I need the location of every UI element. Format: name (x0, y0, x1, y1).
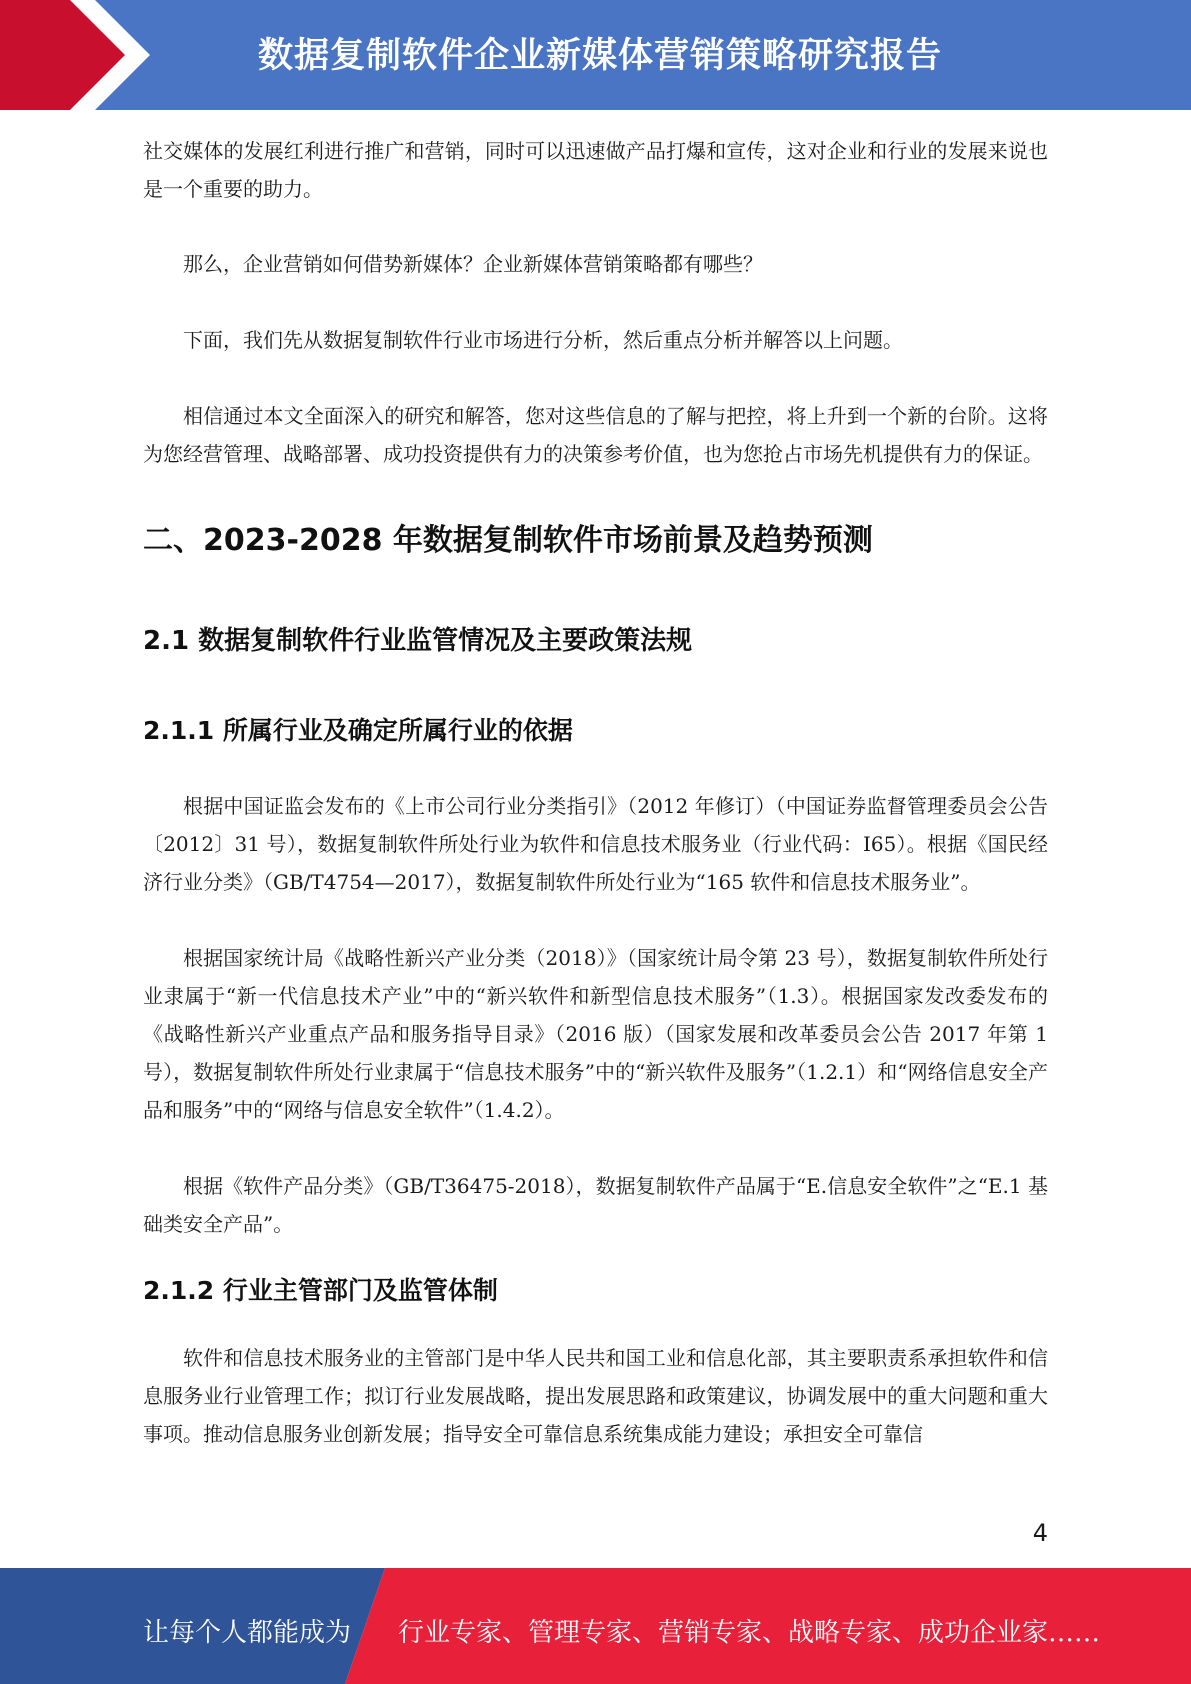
section-heading: 2.1 数据复制软件行业监管情况及主要政策法规 (143, 626, 693, 656)
page-number: 4 (1032, 1519, 1048, 1547)
subsection-heading: 2.1.2 行业主管部门及监管体制 (143, 1276, 498, 1305)
report-title: 数据复制软件企业新媒体营销策略研究报告 (258, 36, 943, 76)
paragraph: 下面，我们先从数据复制软件行业市场进行分析，然后重点分析并解答以上问题。 (183, 328, 903, 352)
page-footer (0, 1568, 1191, 1684)
paragraph: 软件和信息技术服务业的主管部门是中华人民共和国工业和信息化部，其主要职责系承担软件和信息服务业行业管理工作；拟订行业发展战略，提出发展思路和政策建议，协调发展中的重大问题和重大事项。推动信息服务业创新发展；指导安全可靠信息系统集成能力建设；承担安全可靠信 (143, 1346, 1048, 1446)
subsection-heading: 2.1.1 所属行业及确定所属行业的依据 (143, 716, 573, 745)
paragraph: 社交媒体的发展红利进行推广和营销，同时可以迅速做产品打爆和宣传，这对企业和行业的发展来说也是一个重要的助力。 (143, 139, 1048, 201)
footer-slogan-left: 让每个人都能成为 (143, 1618, 352, 1648)
paragraph: 那么，企业营销如何借势新媒体？企业新媒体营销策略都有哪些？ (183, 252, 763, 276)
page-header (0, 0, 1191, 110)
paragraph: 相信通过本文全面深入的研究和解答，您对这些信息的了解与把控，将上升到一个新的台阶。这将为您经营管理、战略部署、成功投资提供有力的决策参考价值，也为您抢占市场先机提供有力的保证。 (143, 404, 1048, 466)
chapter-heading: 二、2023-2028 年数据复制软件市场前景及趋势预测 (143, 523, 873, 558)
paragraph: 根据《软件产品分类》（GB/T36475-2018），数据复制软件产品属于“E.信息安全软件”之“E.1 基础类安全产品”。 (143, 1174, 1048, 1236)
paragraph: 根据中国证监会发布的《上市公司行业分类指引》（2012 年修订）（中国证券监督管理委员会公告〔2012〕31 号），数据复制软件所处行业为软件和信息技术服务业（行业代码：I65）。根据《国民经济行业分类》（GB/T4754—2017），数据复制软件所处行业为“165 软件和信息技术服务业”。 (143, 794, 1048, 894)
footer-slogan-right: 行业专家、管理专家、营销专家、战略专家、成功企业家…… (398, 1618, 1101, 1648)
paragraph: 根据国家统计局《战略性新兴产业分类（2018）》（国家统计局令第 23 号），数据复制软件所处行业隶属于“新一代信息技术产业”中的“新兴软件和新型信息技术服务”（1.3）。根据国家发改委发布的《战略性新兴产业重点产品和服务指导目录》（2016 版）（国家发展和改革委员会公告 2017 年第 1 号），数据复制软件所处行业隶属于“信息技术服务”中的“新兴软件及服务”（1.2.1）和“网络信息安全产品和服务”中的“网络与信息安全软件”（1.4.2）。 (143, 946, 1048, 1122)
page-body (143, 132, 1048, 1453)
